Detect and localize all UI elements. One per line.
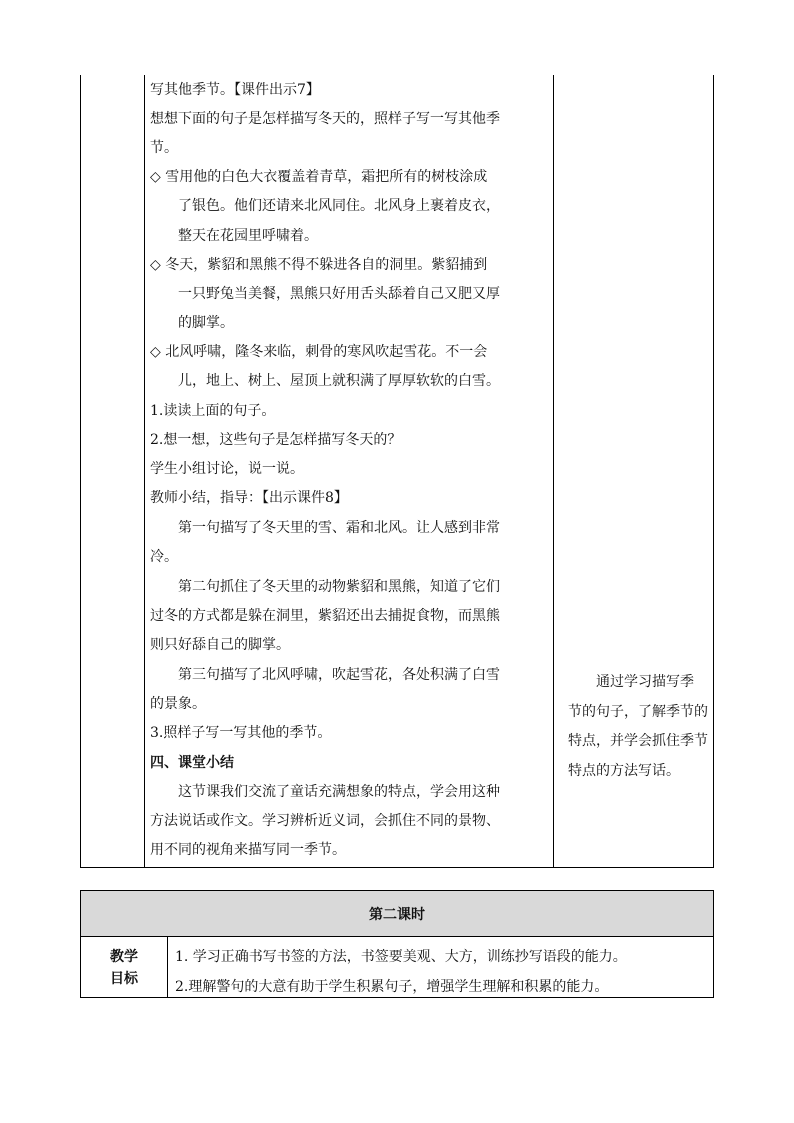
side-note-line: 节的句子，了解季节的 xyxy=(568,703,708,720)
table-border-left xyxy=(80,75,81,868)
lesson-line: 第三句描写了北风呼啸，吹起雪花，各处积满了白雪 xyxy=(178,667,500,683)
lesson-line: 第一句描写了冬天里的雪、霜和北风。让人感到非常 xyxy=(178,520,500,536)
side-note-line: 特点，并学会抓住季节 xyxy=(568,733,708,749)
teaching-goal-label-line1: 教学 xyxy=(110,948,138,965)
lesson-process-table xyxy=(80,75,714,868)
lesson-line: ◇ 冬天，紫貂和黑熊不得不躲进各自的洞里。紫貂捕到 xyxy=(150,257,488,273)
table-border-col2 xyxy=(553,75,554,868)
teaching-goal-1: 1. 学习正确书写书签的方法，书签要美观、大方，训练抄写语段的能力。 xyxy=(175,949,627,965)
side-note-line: 特点的方法写话。 xyxy=(568,762,680,779)
lesson-line: 的脚掌。 xyxy=(178,315,234,331)
lesson-line: 想想下面的句子是怎样描写冬天的，照样子写一写其他季 xyxy=(150,111,500,127)
table-border-bottom xyxy=(80,867,714,868)
lesson-line: 学生小组讨论，说一说。 xyxy=(150,461,304,477)
lesson-line: 的景象。 xyxy=(150,696,206,712)
side-note-line: 通过学习描写季 xyxy=(596,674,694,690)
second-lesson-header: 第二课时 xyxy=(81,891,713,937)
teaching-goal-label-line2: 目标 xyxy=(110,970,138,987)
lesson-line: 了银色。他们还请来北风同住。北风身上裹着皮衣， xyxy=(178,198,500,214)
table-border-col1 xyxy=(144,75,145,868)
lesson-line: 第二句抓住了冬天里的动物紫貂和黑熊，知道了它们 xyxy=(178,579,500,595)
lesson-line: 用不同的视角来描写同一季节。 xyxy=(150,842,346,858)
lesson-line: 节。 xyxy=(150,140,178,156)
lesson-line: 冷。 xyxy=(150,549,178,565)
teaching-goal-2: 2.理解警句的大意有助于学生积累句子，增强学生理解和积累的能力。 xyxy=(175,979,609,995)
lesson-line: 一只野兔当美餐，黑熊只好用舌头舔着自己又肥又厚 xyxy=(178,286,500,302)
table-border-right xyxy=(713,75,714,868)
lesson-line: 1.读读上面的句子。 xyxy=(150,403,276,419)
lesson-line: 2.想一想，这些句子是怎样描写冬天的？ xyxy=(150,432,402,448)
lesson-line: 过冬的方式都是躲在洞里，紫貂还出去捕捉食物，而黑熊 xyxy=(150,608,500,624)
lesson-line: 方法说话或作文。学习辨析近义词，会抓住不同的景物、 xyxy=(150,813,500,829)
second-lesson-table xyxy=(80,890,714,998)
teaching-goal-label xyxy=(81,937,168,998)
lesson-line: ◇ 北风呼啸，隆冬来临，刺骨的寒风吹起雪花。不一会 xyxy=(150,344,488,360)
lesson-line: 3.照样子写一写其他的季节。 xyxy=(150,725,332,741)
lesson-line: 写其他季节。【课件出示7】 xyxy=(150,82,320,98)
lesson-line: 儿，地上、树上、屋顶上就积满了厚厚软软的白雪。 xyxy=(178,373,500,389)
lesson-line: 教师小结，指导：【出示课件8】 xyxy=(150,490,348,506)
lesson-line: 则只好舔自己的脚掌。 xyxy=(150,637,290,653)
lesson-line: 这节课我们交流了童话充满想象的特点，学会用这种 xyxy=(178,784,500,800)
lesson-line: ◇ 雪用他的白色大衣覆盖着青草，霜把所有的树枝涂成 xyxy=(150,169,488,185)
lesson-line: 四、课堂小结 xyxy=(150,755,234,771)
lesson-line: 整天在花园里呼啸着。 xyxy=(178,228,318,244)
